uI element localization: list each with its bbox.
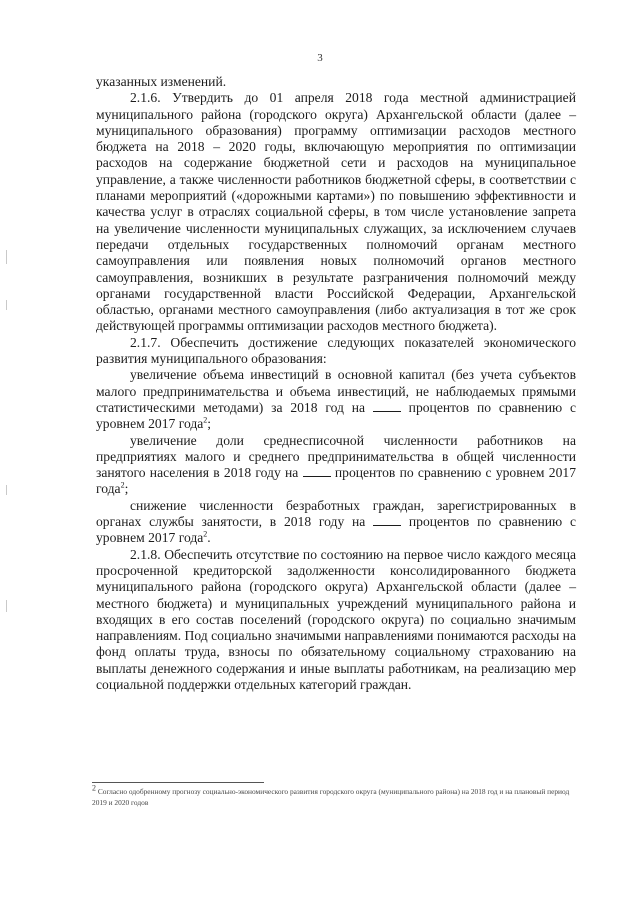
indicator-tail: . <box>207 530 211 546</box>
indicator-text-before: увеличение объема инвестиций в основной капитал (без учета субъектов малого предпринимательства и объема инвестиций, не наблюдаемых прямыми статистическими методами) за 2018 год на <box>96 367 576 415</box>
footnote-mark: 2 <box>92 783 96 793</box>
footnote-reference: 2 <box>203 415 208 425</box>
blank-percent-field <box>303 465 331 477</box>
indicator-unemployment <box>96 498 576 547</box>
footnote-reference: 2 <box>120 480 125 490</box>
paragraph-text: указанных изменений. <box>96 74 227 89</box>
paragraph-2-1-7 <box>96 335 576 368</box>
indicator-text-after: процентов по сравнению с уровнем 2017 года <box>96 514 576 546</box>
page-number: 3 <box>317 52 323 64</box>
paragraph-text: 2.1.6. Утвердить до 01 апреля 2018 года местной администрацией муниципального района (городского округа) Архангельской области (далее – муниципального образования) программу оптимизации расходов местного бюджета на 2018 – 2020 годы, включающую мероприятия по оптимизации расходов на содержание бюджетной сети и расходов на муниципальное управление, а также численности работников бюджетной сферы, в соответствии с планами мероприятий («дорожными картами») по повышению эффективности и качества услуг в отраслях социальной сферы, в том числе установление запрета на увеличение численности муниципальных служащих, за исключением случаев передачи отдельных государственных полномочий органам местного самоуправления или появления новых полномочий органов местного самоуправления, возникших в результате разграничения полномочий между органами государственной власти Российской Федерации, Архангельской областью, органами местного самоуправления (либо актуализация в тот же срок действующей программы оптимизации расходов местного бюджета). <box>96 90 576 334</box>
scan-margin-mark <box>6 485 7 495</box>
blank-percent-field <box>373 514 401 526</box>
indicator-text-before: снижение численности безработных граждан, зарегистрированных в органах службы занятости, в 2018 году на <box>96 497 576 530</box>
footnote-divider <box>92 782 264 783</box>
scan-margin-mark <box>6 600 7 612</box>
paragraph-2-1-8 <box>96 547 576 694</box>
indicator-tail: ; <box>124 481 129 497</box>
paragraph-2-1-6 <box>96 90 576 334</box>
paragraph-continuation <box>96 74 576 90</box>
indicator-tail: ; <box>207 416 212 432</box>
indicator-text-before: увеличение доли среднесписочной численности работников на предприятиях малого и среднего предпринимательства в общей численности занятого населения в 2018 году на <box>96 432 576 481</box>
indicator-sme-employment <box>96 433 576 498</box>
indicator-text-after: процентов по сравнению с уровнем 2017 года <box>96 465 576 497</box>
footnote-text: Согласно одобренному прогнозу социально-экономического развития городского округа (муниципального района) на 2018 год и на плановый период 2019 и 2020 годов <box>92 787 570 807</box>
scan-margin-mark <box>6 300 7 310</box>
indicator-investment <box>96 367 576 432</box>
footnote-reference: 2 <box>203 529 208 539</box>
indicator-text-after: процентов по сравнению с уровнем 2017 года <box>96 399 576 432</box>
footnote <box>92 783 578 808</box>
scan-margin-mark <box>6 250 7 264</box>
paragraph-text: 2.1.8. Обеспечить отсутствие по состоянию на первое число каждого месяца просроченной кредиторской задолженности консолидированного бюджета муниципального района (городского округа) Архангельской области (далее – местного бюджета) и муниципальных учреждений муниципального района и входящих в его состав поселений (городского округа) по социально значимым направлениям. Под социально значимыми направлениями понимаются расходы на фонд оплаты труда, взносы по обязательному социальному страхованию на выплаты денежного содержания и иные выплаты работникам, на реализацию мер социальной поддержки отдельных категорий граждан. <box>96 546 576 692</box>
document-body <box>96 74 576 693</box>
paragraph-text: 2.1.7. Обеспечить достижение следующих показателей экономического развития муниципального образования: <box>96 334 576 367</box>
blank-percent-field <box>373 400 401 412</box>
